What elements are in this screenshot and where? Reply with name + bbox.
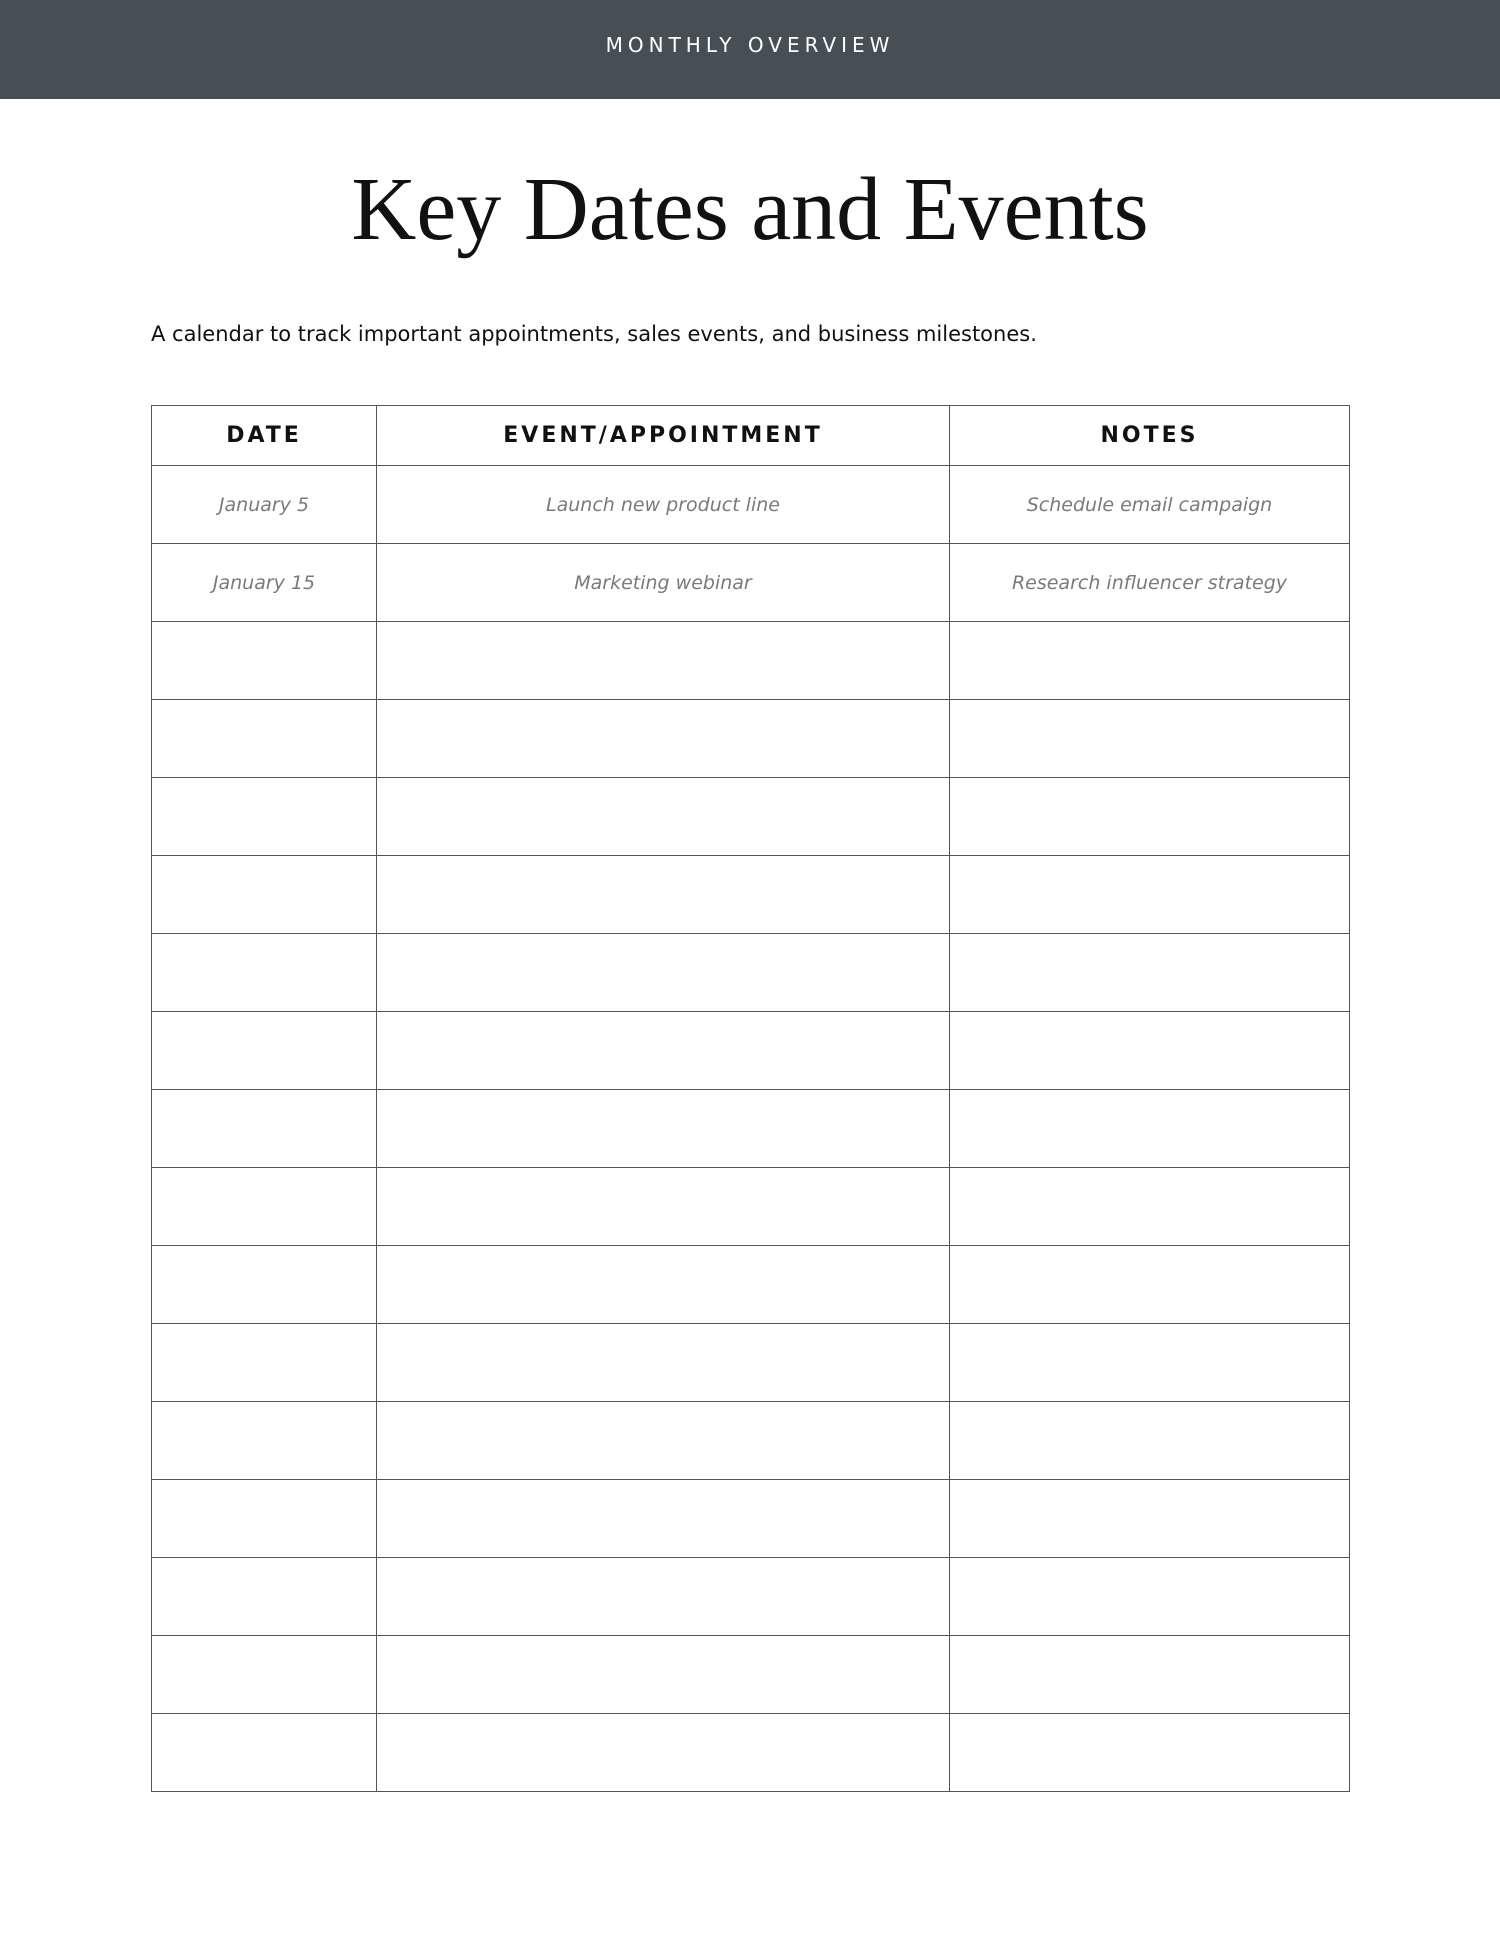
notes-cell[interactable] xyxy=(950,1324,1350,1402)
table-row xyxy=(152,544,1350,622)
event-cell[interactable] xyxy=(377,1636,950,1714)
notes-cell[interactable] xyxy=(950,1402,1350,1480)
table-row xyxy=(152,1480,1350,1558)
column-header-event: EVENT/APPOINTMENT xyxy=(377,406,950,466)
table-row xyxy=(152,1246,1350,1324)
event-cell[interactable] xyxy=(377,1246,950,1324)
column-header-notes: NOTES xyxy=(950,406,1350,466)
notes-cell[interactable] xyxy=(950,934,1350,1012)
page-title: Key Dates and Events xyxy=(351,160,1149,259)
notes-cell[interactable] xyxy=(950,700,1350,778)
table-row xyxy=(152,1012,1350,1090)
notes-cell[interactable] xyxy=(950,1090,1350,1168)
header-band xyxy=(0,0,1500,99)
event-cell[interactable] xyxy=(377,700,950,778)
table-row xyxy=(152,934,1350,1012)
column-header-date: DATE xyxy=(152,406,377,466)
event-cell[interactable] xyxy=(377,1714,950,1792)
event-cell[interactable]: Launch new product line xyxy=(377,466,950,544)
events-table xyxy=(151,405,1350,1792)
event-cell[interactable]: Marketing webinar xyxy=(377,544,950,622)
notes-cell[interactable] xyxy=(950,856,1350,934)
date-cell[interactable] xyxy=(152,1558,377,1636)
notes-cell[interactable] xyxy=(950,778,1350,856)
date-cell[interactable] xyxy=(152,1246,377,1324)
event-cell[interactable] xyxy=(377,1480,950,1558)
table-row xyxy=(152,1714,1350,1792)
table-row xyxy=(152,466,1350,544)
table-row xyxy=(152,778,1350,856)
table-row xyxy=(152,1324,1350,1402)
date-cell[interactable] xyxy=(152,856,377,934)
date-cell[interactable]: January 5 xyxy=(152,466,377,544)
date-cell[interactable]: January 15 xyxy=(152,544,377,622)
event-cell[interactable] xyxy=(377,1558,950,1636)
event-cell[interactable] xyxy=(377,1090,950,1168)
date-cell[interactable] xyxy=(152,1090,377,1168)
table-row xyxy=(152,1402,1350,1480)
notes-cell[interactable]: Schedule email campaign xyxy=(950,466,1350,544)
table-row xyxy=(152,1636,1350,1714)
table-header-row xyxy=(152,406,1350,466)
event-cell[interactable] xyxy=(377,1324,950,1402)
date-cell[interactable] xyxy=(152,1168,377,1246)
notes-cell[interactable] xyxy=(950,622,1350,700)
date-cell[interactable] xyxy=(152,700,377,778)
page-subtitle: A calendar to track important appointments, sales events, and business milestones. xyxy=(151,322,1037,346)
date-cell[interactable] xyxy=(152,1324,377,1402)
notes-cell[interactable] xyxy=(950,1714,1350,1792)
date-cell[interactable] xyxy=(152,934,377,1012)
event-cell[interactable] xyxy=(377,622,950,700)
event-cell[interactable] xyxy=(377,1168,950,1246)
notes-cell[interactable] xyxy=(950,1636,1350,1714)
notes-cell[interactable] xyxy=(950,1246,1350,1324)
notes-cell[interactable] xyxy=(950,1012,1350,1090)
date-cell[interactable] xyxy=(152,1714,377,1792)
date-cell[interactable] xyxy=(152,778,377,856)
date-cell[interactable] xyxy=(152,1636,377,1714)
date-cell[interactable] xyxy=(152,1480,377,1558)
notes-cell[interactable]: Research influencer strategy xyxy=(950,544,1350,622)
table-row xyxy=(152,856,1350,934)
notes-cell[interactable] xyxy=(950,1558,1350,1636)
table-row xyxy=(152,1168,1350,1246)
table-row xyxy=(152,1090,1350,1168)
date-cell[interactable] xyxy=(152,1012,377,1090)
table-row xyxy=(152,700,1350,778)
event-cell[interactable] xyxy=(377,1012,950,1090)
notes-cell[interactable] xyxy=(950,1168,1350,1246)
table-row xyxy=(152,1558,1350,1636)
date-cell[interactable] xyxy=(152,1402,377,1480)
header-band-label: MONTHLY OVERVIEW xyxy=(605,32,895,57)
event-cell[interactable] xyxy=(377,934,950,1012)
notes-cell[interactable] xyxy=(950,1480,1350,1558)
event-cell[interactable] xyxy=(377,1402,950,1480)
table-row xyxy=(152,622,1350,700)
date-cell[interactable] xyxy=(152,622,377,700)
table-body xyxy=(152,466,1350,1792)
event-cell[interactable] xyxy=(377,778,950,856)
event-cell[interactable] xyxy=(377,856,950,934)
